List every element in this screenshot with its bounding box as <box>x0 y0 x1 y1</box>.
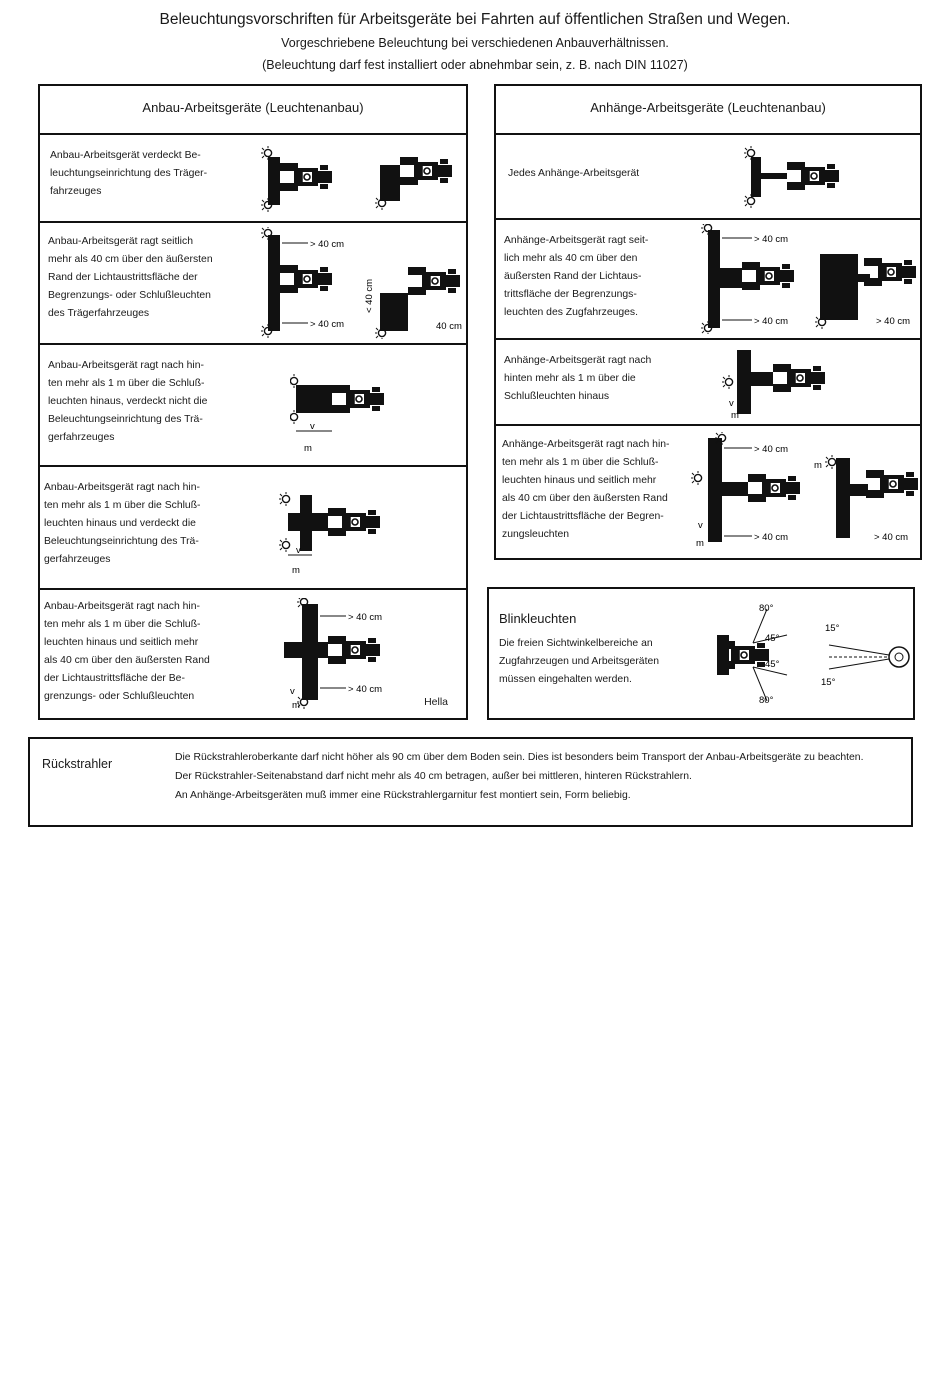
page-note: (Beleuchtung darf fest installiert oder abnehmbar sein, z. B. nach DIN 11027) <box>262 58 688 72</box>
blinkleuchten-panel <box>487 587 915 720</box>
rueckstrahler-line-2: Der Rückstrahler-Seitenabstand darf nicht mehr als 40 cm betragen, außer bei mittleren, hinteren Rückstrahlern. <box>175 771 692 782</box>
dim-m-5: m <box>696 538 704 549</box>
dim-side-r4b: > 40 cm <box>754 532 789 543</box>
angle-15-top: 15° <box>825 623 840 634</box>
rueckstrahler-panel <box>28 737 913 827</box>
anhaenge-row-3-figure <box>721 344 851 420</box>
anhaenge-row-1-figure <box>741 141 851 211</box>
anbau-row-3-text: Anbau-Arbeitsgerät ragt nach hin- ten mehr als 1 m über die Schluß- leuchten hinaus, verdeckt nicht die Beleuchtungseinrichtung des Trä- gerfahrzeuges <box>48 360 208 443</box>
rueckstrahler-title: Rückstrahler <box>42 757 113 771</box>
page-title: Beleuchtungsvorschriften für Arbeitsgeräte bei Fahrten auf öffentlichen Straßen und Wegen. <box>159 11 791 28</box>
credit-hella: Hella <box>424 696 448 708</box>
dim-m-1: m <box>304 443 312 454</box>
dim-v-3: v <box>290 686 295 697</box>
dim-side-r4a: > 40 cm <box>754 444 789 455</box>
dim-side-r2b: > 40 cm <box>754 316 789 327</box>
anbau-row-3-figure <box>290 363 430 459</box>
anbau-row-1-figure <box>260 139 460 215</box>
anhaenge-panel-title: Anhänge-Arbeitsgeräte (Leuchtenanbau) <box>496 86 920 135</box>
dim-side-r2c: > 40 cm <box>876 316 911 327</box>
blinkleuchten-figure <box>687 595 913 715</box>
anbau-row-1 <box>40 133 466 223</box>
anbau-row-5-text: Anbau-Arbeitsgerät ragt nach hin- ten mehr als 1 m über die Schluß- leuchten hinaus und seitlich mehr als 40 cm über den äußersten Rand der Lichtaustrittsfläche der Be- grenzungs- oder Schlußleuchten <box>44 601 210 702</box>
page-subtitle: Vorgeschriebene Beleuchtung bei verschiedenen Anbauverhältnissen. <box>281 36 669 50</box>
angle-80-bottom: 80° <box>759 695 774 706</box>
dim-v-1: v <box>310 421 315 432</box>
blinkleuchten-text: Die freien Sichtwinkelbereiche an Zugfahrzeugen und Arbeitsgeräten müssen eingehalten werden. <box>499 638 660 685</box>
rueckstrahler-line-3: An Anhänge-Arbeitsgeräten muß immer eine Rückstrahlergarnitur fest montiert sein, Form beliebig. <box>175 790 631 801</box>
dim-m-3: m <box>292 700 300 711</box>
anbau-panel-title: Anbau-Arbeitsgeräte (Leuchtenanbau) <box>40 86 466 135</box>
anbau-row-4 <box>40 465 466 590</box>
dim-side-r2a: > 40 cm <box>754 234 789 245</box>
anbau-row-4-figure <box>278 485 428 581</box>
anhaenge-row-4-text: Anhänge-Arbeitsgerät ragt nach hin- ten mehr als 1 m über die Schluß- leuchten hinaus und seitlich mehr als 40 cm über den äußersten Rand der Lichtaustrittsfläche der Begren- zungsleuchten <box>502 439 670 540</box>
anhaenge-row-3 <box>496 338 920 426</box>
rueckstrahler-line-1: Die Rückstrahleroberkante darf nicht höher als 90 cm über dem Boden sein. Dies ist besonders beim Transport der Anbau-Arbeitsgeräte zu beachten. <box>175 752 864 763</box>
blinkleuchten-title: Blinkleuchten <box>499 611 577 626</box>
dim-m-6: m <box>814 460 822 471</box>
anbau-panel <box>38 84 468 720</box>
dim-v-2: v <box>296 545 301 556</box>
dim-side-5a: > 40 cm <box>348 612 383 623</box>
dim-side-bottom: > 40 cm <box>310 319 345 330</box>
dim-v-4: v <box>729 398 734 409</box>
anbau-row-3 <box>40 343 466 467</box>
dim-v-5: v <box>698 520 703 531</box>
anhaenge-row-2-text: Anhänge-Arbeitsgerät ragt seit- lich mehr als 40 cm über den äußersten Rand der Lichtaus- trittsfläche der Begrenzungs- leuchten des Zugfahrzeuges. <box>504 235 649 318</box>
dim-m-4: m <box>731 410 739 420</box>
anbau-row-4-text: Anbau-Arbeitsgerät ragt nach hin- ten mehr als 1 m über die Schluß- leuchten hinaus und verdeckt die Beleuchtungseinrichtung des Trä- gerfahrzeuges <box>44 482 201 565</box>
anbau-row-2-figure <box>258 227 468 339</box>
anhaenge-row-4-figure <box>688 432 920 552</box>
dim-side-r4c: > 40 cm <box>874 532 909 543</box>
anhaenge-row-1 <box>496 133 920 220</box>
anhaenge-row-2-figure <box>694 224 920 334</box>
anbau-row-1-text: Anbau-Arbeitsgerät verdeckt Be- leuchtungseinrichtung des Träger- fahrzeuges <box>50 150 208 197</box>
anbau-row-5-figure <box>280 598 430 712</box>
angle-15-bottom: 15° <box>821 677 836 688</box>
dim-side-5b: > 40 cm <box>348 684 383 695</box>
anhaenge-row-3-text: Anhänge-Arbeitsgerät ragt nach hinten mehr als 1 m über die Schlußleuchten hinaus <box>504 355 652 402</box>
anbau-row-5 <box>40 588 466 718</box>
angle-45-top: 45° <box>765 633 780 644</box>
dim-side-top: > 40 cm <box>310 239 345 250</box>
anbau-row-2 <box>40 221 466 345</box>
anhaenge-row-4 <box>496 424 920 558</box>
dim-side-short: 40 cm <box>436 321 462 332</box>
anhaenge-row-2 <box>496 218 920 340</box>
angle-45-bottom: 45° <box>765 659 780 670</box>
anhaenge-row-1-text: Jedes Anhänge-Arbeitsgerät <box>508 168 640 179</box>
dim-vertical: < 40 cm <box>364 278 375 313</box>
angle-80-top: 80° <box>759 603 774 614</box>
anbau-row-2-text: Anbau-Arbeitsgerät ragt seitlich mehr als 40 cm über den äußersten Rand der Lichtaustrittsfläche der Begrenzungs- oder Schlußleuchten des Trägerfahrzeuges <box>48 236 213 319</box>
anhaenge-panel <box>494 84 922 560</box>
dim-m-2: m <box>292 565 300 576</box>
